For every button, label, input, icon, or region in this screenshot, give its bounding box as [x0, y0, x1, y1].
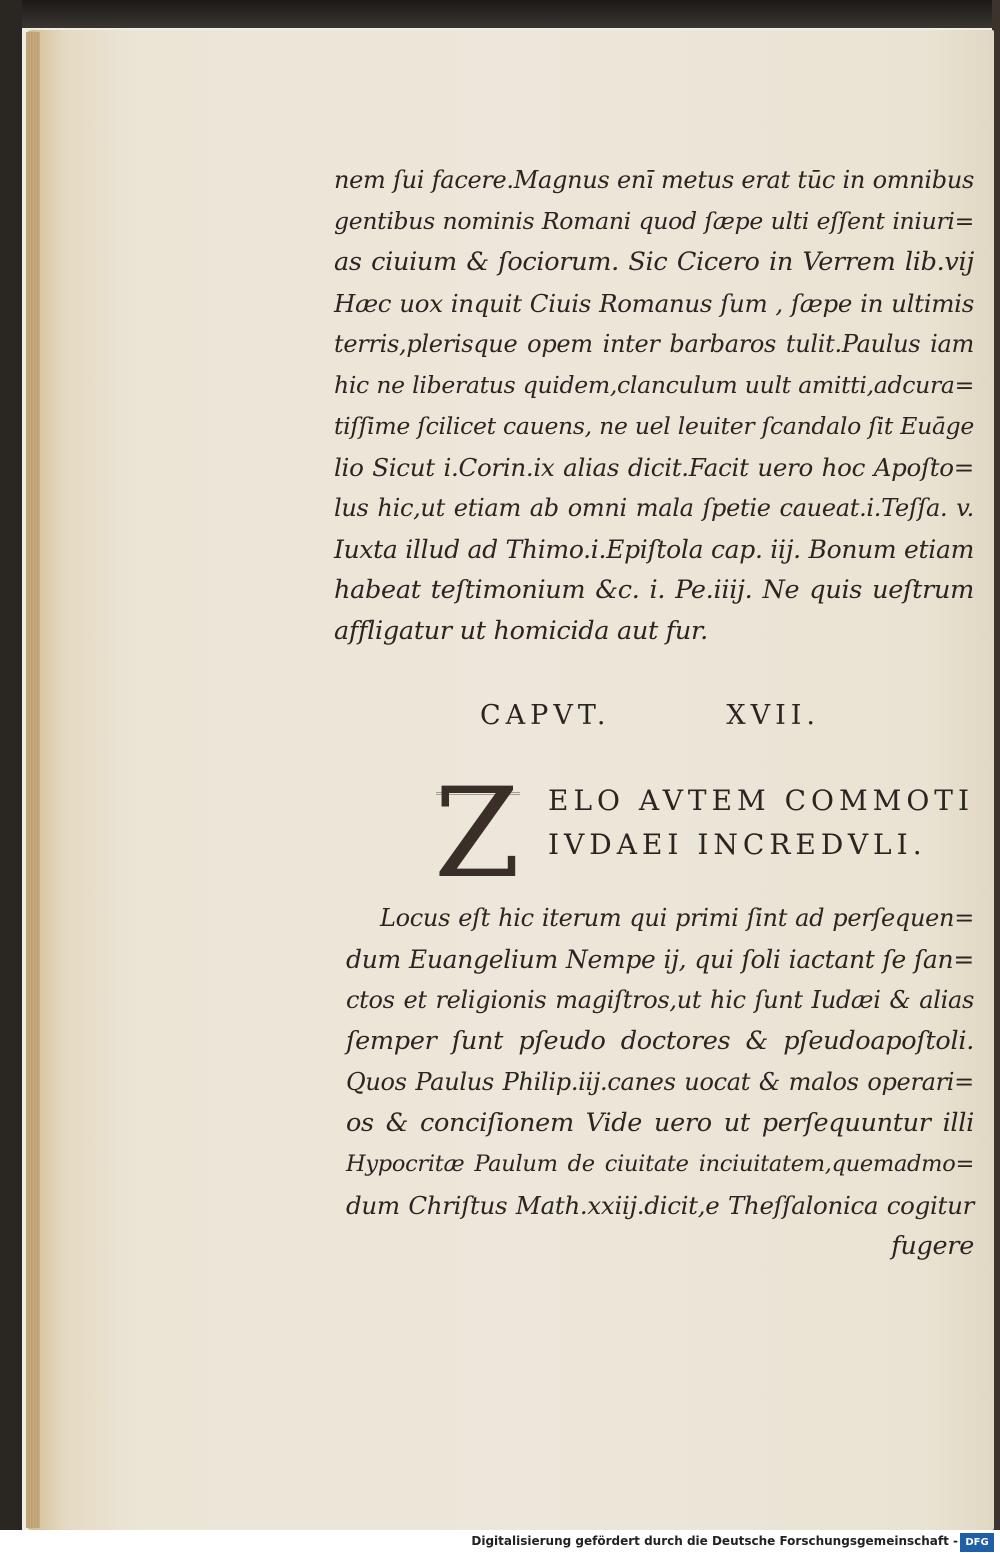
- chapter-number: XVII.: [726, 700, 820, 731]
- text-line: hic ne liberatus quidem,clanculum uult amitti,adcura=: [334, 371, 974, 399]
- page-edge: [26, 32, 40, 1528]
- text-line: Hæc uox inquit Ciuis Romanus ſum , ſæpe in ultimis: [334, 289, 974, 318]
- text-line: habeat teſtimonium &c. i. Pe.iiij. Ne quis ueſtrum: [334, 575, 974, 605]
- text-line: nem ſui facere.Magnus enī metus erat tūc in omnibus: [334, 166, 974, 194]
- drop-cap-initial: Z: [433, 762, 521, 906]
- catchword: fugere: [891, 1231, 974, 1261]
- text-line: Quos Paulus Philip.iij.canes uocat & malos operari=: [346, 1068, 974, 1096]
- text-line: Hypocritæ Paulum de ciuitate inciuitatem,quemadmo=: [346, 1151, 974, 1177]
- text-line: lio Sicut i.Corin.ix alias dicit.Facit uero hoc Apoſto=: [334, 453, 974, 482]
- text-line: as ciuium & ſociorum. Sic Cicero in Verrem lib.vij: [334, 247, 974, 277]
- top-paragraph: [334, 160, 974, 652]
- text-line: dum Chriſtus Math.xxiij.dicit,e Theſſalonica cogitur: [346, 1191, 974, 1220]
- chapter-word: CAPVT.: [480, 700, 611, 731]
- incipit-line-2: IVDAEI INCREDVLI.: [548, 828, 927, 861]
- incipit-line-1: ELO AVTEM COMMOTI: [548, 784, 975, 817]
- text-line: Locus eſt hic iterum qui primi ſint ad perſequen=: [380, 904, 974, 932]
- bottom-paragraph: [346, 898, 974, 1267]
- dfg-logo: DFG: [960, 1533, 994, 1552]
- text-line: Iuxta illud ad Thimo.i.Epiſtola cap. iij. Bonum etiam: [334, 535, 974, 564]
- scan-border-left: [0, 0, 22, 1553]
- text-line: terris,plerisque opem inter barbaros tulit.Paulus iam: [334, 330, 974, 358]
- text-line: ctos et religionis magiſtros,ut hic ſunt Iudæi & alias: [346, 986, 974, 1014]
- chapter-heading: [480, 700, 820, 731]
- scan-border-top: [0, 0, 1000, 28]
- text-line: os & conciſionem Vide uero ut perſequuntur illi: [346, 1108, 974, 1138]
- funding-credit: Digitalisierung gefördert durch die Deutsche Forschungsgemeinschaft -: [471, 1534, 958, 1548]
- text-line: tiſſime ſcilicet cauens, ne uel leuiter ſcandalo ſit Euāge: [334, 412, 974, 440]
- text-line: ſemper ſunt pſeudo doctores & pſeudoapoſtoli.: [346, 1026, 974, 1056]
- text-line: affligatur ut homicida aut fur.: [334, 616, 708, 646]
- text-line: gentibus nominis Romani quod ſæpe ulti eſſent iniuri=: [334, 207, 974, 235]
- text-line: dum Euangelium Nempe ij, qui ſoli iactant ſe ſan=: [346, 945, 974, 974]
- text-line: lus hic,ut etiam ab omni mala ſpetie caueat.i.Teſſa. v.: [334, 494, 974, 522]
